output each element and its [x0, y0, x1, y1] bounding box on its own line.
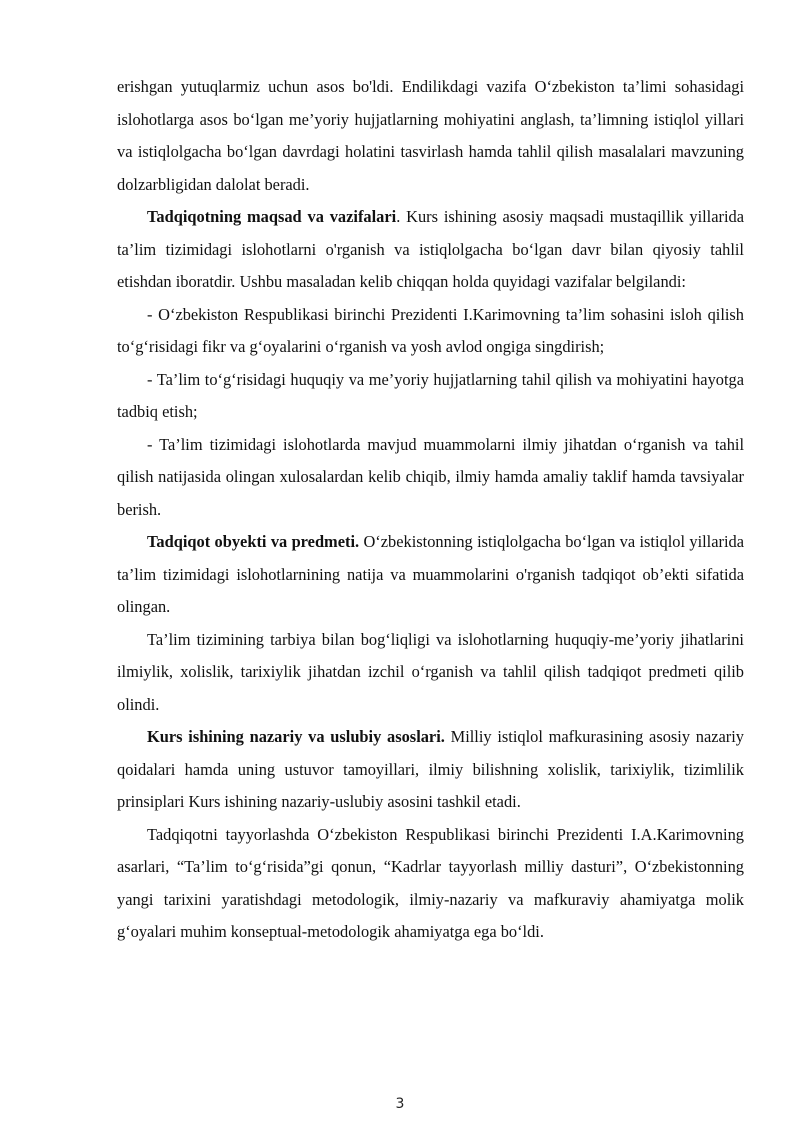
heading-methodology: Kurs ishining nazariy va uslubiy asoslari. — [147, 727, 445, 746]
paragraph-intro: erishgan yutuqlarmiz uchun asos bo'ldi. Endilikdagi vazifa O‘zbekiston ta’limi sohasidagi islohotlarga asos bo‘lgan me’yoriy hujjatlarning mohiyatini anglash, ta’limning istiqlol yillari va istiqlolgacha bo‘lgan davrdagi holatini tasvirlash hamda tahlil qilish masalalari mavzuning dolzarbligidan dalolat beradi. — [117, 77, 744, 194]
task-item-1: - O‘zbekiston Respublikasi birinchi Prezidenti I.Karimovning ta’lim sohasini isloh qilish to‘g‘risidagi fikr va g‘oyalarini o‘rganish va yosh avlod ongiga singdirish; — [117, 304, 744, 356]
paragraph-sources: Tadqiqotni tayyorlashda O‘zbekiston Respublikasi birinchi Prezidenti I.A.Karimovning asarlari, “Ta’lim to‘g‘risida”gi qonun, “Kadrlar tayyorlash milliy dasturi”, O‘zbekistonning yangi tarixini yaratishdagi metodologik, ilmiy-nazariy va mafkuraviy ahamiyatga molik g‘oyalari muhim konseptual-metodologik ahamiyatga ega bo‘ldi. — [117, 824, 744, 941]
page-number: 3 — [395, 1096, 405, 1112]
heading-goals: Tadqiqotning maqsad va vazifalari — [147, 207, 397, 226]
task-item-2: - Ta’lim to‘g‘risidagi huquqiy va me’yoriy hujjatlarning tahil qilish va mohiyatini hayotga tadbiq etish; — [117, 369, 744, 421]
goals-text: . Kurs ishining asosiy maqsadi mustaqillik yillarida ta’lim tizimidagi islohotlarni o'rganish va istiqlolgacha bo‘lgan davr bilan qiyosiy tahlil etishdan iboratdir. Ushbu masaladan kelib chiqqan holda quyidagi vazifalar belgilandi: — [117, 207, 744, 291]
methodology-text: Milliy istiqlol mafkurasining asosiy nazariy qoidalari hamda uning ustuvor tamoyillari, ilmiy bilishning xolislik, tarixiylik, tizimlilik prinsiplari Kurs ishining nazariy-uslubiy asosini tashkil etadi. — [117, 727, 744, 811]
paragraph-object-subject — [117, 526, 744, 624]
paragraph-methodology — [117, 721, 744, 819]
paragraph-goals — [117, 201, 744, 299]
paragraph-subject: Ta’lim tizimining tarbiya bilan bog‘liqligi va islohotlarning huquqiy-me’yoriy jihatlarini ilmiylik, xolislik, tarixiylik jihatdan izchil o‘rganish va tahlil qilish tadqiqot predmeti qilib olindi. — [117, 629, 744, 714]
task-item-3: - Ta’lim tizimidagi islohotlarda mavjud muammolarni ilmiy jihatdan o‘rganish va tahil qilish natijasida olingan xulosalardan kelib chiqib, ilmiy hamda amaliy taklif hamda tavsiyalar berish. — [117, 434, 744, 519]
object-subject-text: O‘zbekistonning istiqlolgacha bo‘lgan va istiqlol yillarida ta’lim tizimidagi islohotlarnining natija va muammolarini o'rganish tadqiqot ob’ekti sifatida olingan. — [117, 532, 744, 616]
document-body — [117, 71, 744, 949]
heading-object-subject: Tadqiqot obyekti va predmeti. — [147, 532, 360, 551]
